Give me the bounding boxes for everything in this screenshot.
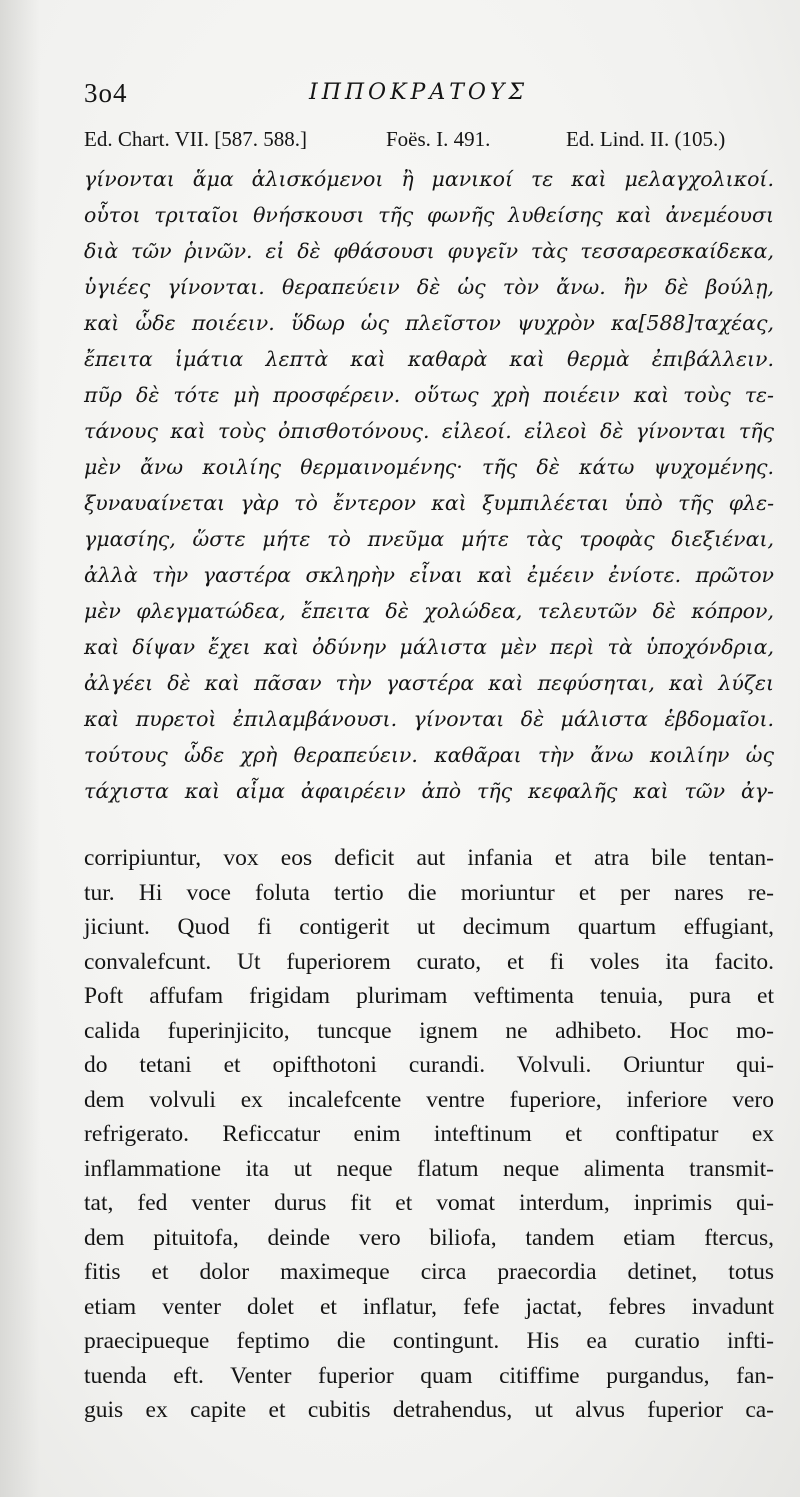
latin-line: dem pituitofa, deinde vero biliofa, tandem etiam ftercus,: [84, 1224, 774, 1251]
greek-line: ἀλγέει δὲ καὶ πᾶσαν τὴν γαστέρα καὶ πεφύσηται, καὶ λύζει: [84, 671, 774, 695]
latin-line: etiam venter dolet et inflatur, fefe jactat, febres invadunt: [84, 1293, 774, 1320]
greek-line: καὶ δίψαν ἔχει καὶ ὀδύνην μάλιστα μὲν περὶ τὰ ὑποχόνδρια,: [84, 635, 774, 659]
latin-line: dem volvuli ex incalefcente ventre fuperiore, inferiore vero: [84, 1086, 774, 1113]
running-title: ΙΠΠΟΚΡΑΤΟΥΣ: [309, 80, 529, 105]
latin-line: guis ex capite et cubitis detrahendus, ut alvus fuperior ca-: [84, 1397, 774, 1423]
greek-line: καὶ πυρετοὶ ἐπιλαμβάνουσι. γίνονται δὲ μάλιστα ἑβδομαῖοι.: [84, 707, 774, 731]
latin-line: fitis et dolor maximeque circa praecordia detinet, totus: [84, 1259, 774, 1285]
latin-line: tur. Hi voce foluta tertio die moriuntur et per nares re-: [84, 879, 774, 906]
edition-ref-foes: Foës. I. 491.: [386, 127, 491, 151]
greek-line: οὗτοι τριταῖοι θνήσκουσι τῆς φωνῆς λυθείσης καὶ ἀνεμέουσι: [84, 203, 774, 227]
greek-line: διὰ τῶν ῥινῶν. εἰ δὲ φθάσουσι φυγεῖν τὰς τεσσαρεσκαίδεκα,: [84, 239, 774, 263]
greek-line: τούτους ὧδε χρὴ θεραπεύειν. καθᾶραι τὴν ἄνω κοιλίην ὡς: [84, 743, 774, 767]
greek-line: ξυναυαίνεται γὰρ τὸ ἔντερον καὶ ξυμπιλέεται ὑπὸ τῆς φλε-: [84, 491, 774, 515]
latin-line: jiciunt. Quod fi contigerit ut decimum quartum effugiant,: [84, 914, 774, 940]
latin-line: corripiuntur, vox eos deficit aut infania et atra bile tentan-: [84, 845, 774, 871]
latin-line: convalefcunt. Ut fuperiorem curato, et fi voles ita facito.: [84, 948, 774, 975]
greek-line: πῦρ δὲ τότε μὴ προσφέρειν. οὕτως χρὴ ποιέειν καὶ τοὺς τε-: [84, 383, 774, 407]
greek-line: μὲν ἄνω κοιλίης θερμαινομένης· τῆς δὲ κάτω ψυχομένης.: [84, 455, 774, 479]
greek-line: γίνονται ἅμα ἁλισκόμενοι ἢ μανικοί τε καὶ μελαγχολικοί.: [84, 167, 774, 191]
latin-line: Poft affufam frigidam plurimam veftimenta tenuia, pura et: [84, 983, 774, 1009]
page-number: 3o4: [84, 78, 128, 108]
latin-line: praecipueque feptimo die contingunt. His ea curatio infti-: [84, 1328, 774, 1354]
greek-line: μὲν φλεγματώδεα, ἔπειτα δὲ χολώδεα, τελευτῶν δὲ κόπρον,: [84, 599, 774, 623]
gutter-shadow: [0, 0, 40, 1497]
latin-line: inflammatione ita ut neque flatum neque alimenta transmit-: [84, 1155, 774, 1182]
edition-references: [84, 127, 774, 157]
greek-line: τάνους καὶ τοὺς ὀπισθοτόνους. εἰλεοί. εἰλεοὶ δὲ γίνονται τῆς: [84, 419, 774, 443]
greek-line: ὑγιέες γίνονται. θεραπεύειν δὲ ὡς τὸν ἄνω. ἢν δὲ βούλῃ,: [84, 275, 774, 299]
latin-line: refrigerato. Reficcatur enim inteftinum et conftipatur ex: [84, 1121, 774, 1147]
latin-line: tuenda eft. Venter fuperior quam citiffime purgandus, fan-: [84, 1362, 774, 1389]
edition-ref-linden: Ed. Lind. II. (105.): [566, 127, 726, 151]
greek-line: ἀλλὰ τὴν γαστέρα σκληρὴν εἶναι καὶ ἐμέειν ἐνίοτε. πρῶτον: [84, 563, 774, 587]
greek-line: ἔπειτα ἱμάτια λεπτὰ καὶ καθαρὰ καὶ θερμὰ ἐπιβάλλειν.: [84, 347, 774, 371]
latin-line: calida fuperinjicito, tuncque ignem ne adhibeto. Hoc mo-: [84, 1017, 774, 1044]
edition-ref-chartier: Ed. Chart. VII. [587. 588.]: [84, 127, 307, 151]
latin-line: do tetani et opifthotoni curandi. Volvuli. Oriuntur qui-: [84, 1052, 774, 1078]
greek-line: τάχιστα καὶ αἷμα ἀφαιρέειν ἀπὸ τῆς κεφαλῆς καὶ τῶν ἀγ-: [84, 779, 774, 803]
greek-line: γμασίης, ὥστε μήτε τὸ πνεῦμα μήτε τὰς τροφὰς διεξιέναι,: [84, 527, 774, 551]
greek-line: καὶ ὧδε ποιέειν. ὕδωρ ὡς πλεῖστον ψυχρὸν κα[588]ταχέας,: [84, 311, 774, 335]
running-head: [84, 78, 764, 118]
latin-line: tat, fed venter durus fit et vomat interdum, inprimis qui-: [84, 1190, 774, 1216]
